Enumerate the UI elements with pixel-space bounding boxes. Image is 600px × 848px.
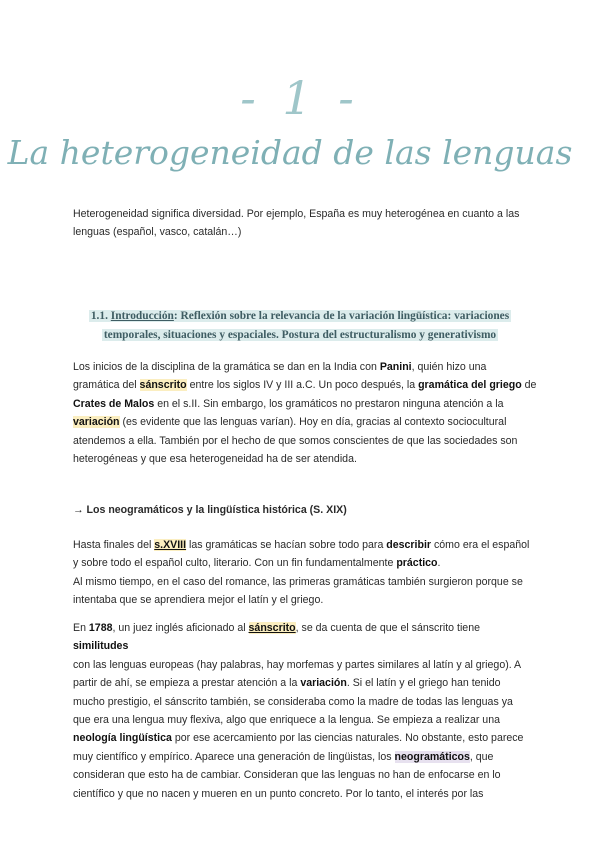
highlighted-term: neogramáticos	[394, 750, 470, 763]
section-title-part: : Reflexión sobre la relevancia de la variación lingüística: variaciones	[173, 310, 510, 322]
paragraph-sanskrit	[73, 619, 538, 803]
text: mucho prestigio, el sánscrito también, se consideraba como la madre de todas las lenguas ya	[73, 695, 513, 708]
text: (es evidente que las lenguas varían). Hoy en día, gracias al contexto sociocultural	[119, 416, 507, 429]
text: , un juez inglés aficionado al	[112, 622, 249, 634]
text: partir de ahí, se empieza a prestar atención a la	[73, 677, 301, 690]
text: y sobre todo el español culto, literario. Con un fin fundamentalmente	[73, 557, 397, 570]
text: .	[437, 557, 441, 570]
bold-term: similitudes	[73, 640, 129, 653]
text: Heterogeneidad significa diversidad. Por ejemplo, España es muy heterogénea en cuanto a las	[73, 208, 520, 220]
section-number: 1.1.	[90, 310, 108, 322]
bold-term: Panini	[379, 361, 412, 373]
text: de	[521, 379, 537, 392]
text: científico y que no nacen y mueren en un punto concreto. Por lo tanto, el interés por las	[73, 787, 484, 800]
text: consideran que esto ha de cambiar. Consideran que las lenguas no han de enfocarse en lo	[73, 769, 501, 782]
bold-term: 1788	[88, 622, 113, 634]
text: cómo era el español	[431, 539, 530, 551]
bold-term: práctico	[396, 557, 438, 570]
text: muy científico y empírico. Aparece una generación de lingüistas, los	[73, 750, 395, 763]
highlighted-term: s.XVIII	[154, 539, 187, 551]
text: , que	[469, 750, 494, 763]
highlighted-term: sánscrito	[139, 379, 187, 392]
text: , se da cuenta de que el sánscrito tiene	[295, 622, 480, 634]
text: Los inicios de la disciplina de la gramática se dan en la India con	[73, 361, 380, 373]
chapter-number: - 1 -	[240, 71, 360, 125]
text: gramática del	[73, 379, 140, 392]
chapter-title: La heterogeneidad de las lenguas	[7, 133, 573, 172]
text: las gramáticas se hacían sobre todo para	[186, 539, 387, 551]
text: entre los siglos IV y III a.C. Un poco después, la	[186, 379, 419, 392]
text: atendemos a ella. También por el hecho de que somos conscientes de que las sociedades son	[73, 434, 518, 447]
text: Hasta finales del	[73, 539, 155, 551]
paragraph-grammars	[73, 536, 538, 610]
text: heterogéneas y que esa heterogeneidad ha de ser atendida.	[73, 453, 357, 466]
bold-term: variación	[300, 677, 347, 690]
text: En	[73, 622, 89, 634]
text: por ese acercamiento por las ciencias naturales. No obstante, esto parece	[171, 732, 524, 745]
text: en el s.II. Sin embargo, los gramáticos no prestaron ninguna atención a la	[154, 397, 504, 410]
text: , quién hizo una	[411, 361, 487, 373]
text: intentaba que se aprendiera mejor el latín y el griego.	[73, 594, 324, 607]
section-title-part: temporales, situaciones y espaciales. Postura del estructuralismo y generativismo	[103, 329, 497, 341]
text: con las lenguas europeas (hay palabras, hay morfemas y partes similares al latín y al griego). A	[73, 658, 522, 671]
text: . Si el latín y el griego han tenido	[346, 677, 501, 690]
section-heading-1-1	[78, 307, 522, 345]
highlighted-term: variación	[73, 416, 120, 429]
bold-term: describir	[386, 539, 432, 551]
bold-term: gramática del griego	[418, 379, 522, 392]
text: que era una lengua muy flexiva, algo que enriquece a la lengua. Se empieza a realizar una	[73, 714, 500, 727]
section-label: Introducción	[110, 310, 174, 322]
intro-paragraph	[73, 205, 538, 242]
text: lenguas (español, vasco, catalán…)	[73, 226, 242, 239]
bold-term: neología lingüística	[73, 732, 172, 745]
text: Al mismo tiempo, en el caso del romance, las primeras gramáticas también surgieron porque se	[73, 575, 523, 588]
highlighted-term: sánscrito	[248, 622, 296, 634]
bold-term: Crates de Malos	[73, 397, 155, 410]
subheading-neogrammarians: → Los neogramáticos y la lingüística histórica (S. XIX)	[73, 504, 347, 516]
paragraph-origins	[73, 358, 538, 468]
